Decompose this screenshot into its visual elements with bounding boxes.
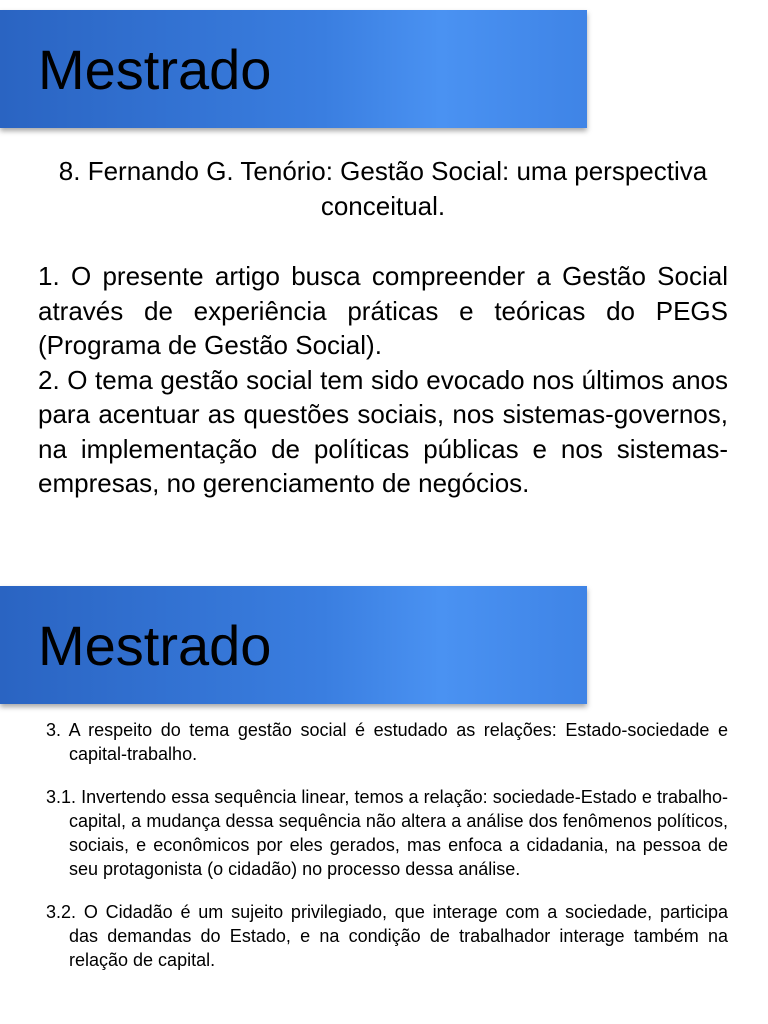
slide-2-paragraph: 3. A respeito do tema gestão social é estudado as relações: Estado-sociedade e capital-trabalho. bbox=[46, 720, 728, 764]
slide-2-body bbox=[46, 718, 728, 991]
slide-1-heading: 8. Fernando G. Tenório: Gestão Social: uma perspectiva conceitual. bbox=[58, 156, 708, 221]
slide-1-paragraph: 1. O presente artigo busca compreender a Gestão Social através de experiência práticas e teóricas do PEGS (Programa de Gestão Social). bbox=[38, 261, 728, 360]
slide-1-body bbox=[38, 259, 728, 501]
slide-2-paragraph: 3.2. O Cidadão é um sujeito privilegiado, que interage com a sociedade, participa das demandas do Estado, e na condição de trabalhador interage também na relação de capital. bbox=[46, 902, 728, 970]
slide-2-title-bar bbox=[0, 586, 587, 704]
slide-1-title: Mestrado bbox=[38, 38, 272, 101]
slide-1-paragraph: 2. O tema gestão social tem sido evocado nos últimos anos para acentuar as questões sociais, nos sistemas-governos, na implementação de políticas públicas e nos sistemas-empresas, no gerenciamento de negócios. bbox=[38, 364, 728, 498]
slide-2-paragraph: 3.1. Invertendo essa sequência linear, temos a relação: sociedade-Estado e trabalho-capital, a mudança dessa sequência não altera a análise dos fenômenos políticos, sociais, e econômicos por eles gerados, mas enfoca a cidadania, na pessoa de seu protagonista (o cidadão) no processo dessa análise. bbox=[46, 787, 728, 879]
slide-2-title: Mestrado bbox=[38, 614, 272, 677]
slide-2 bbox=[0, 580, 768, 1024]
slide-1-title-bar bbox=[0, 10, 587, 128]
